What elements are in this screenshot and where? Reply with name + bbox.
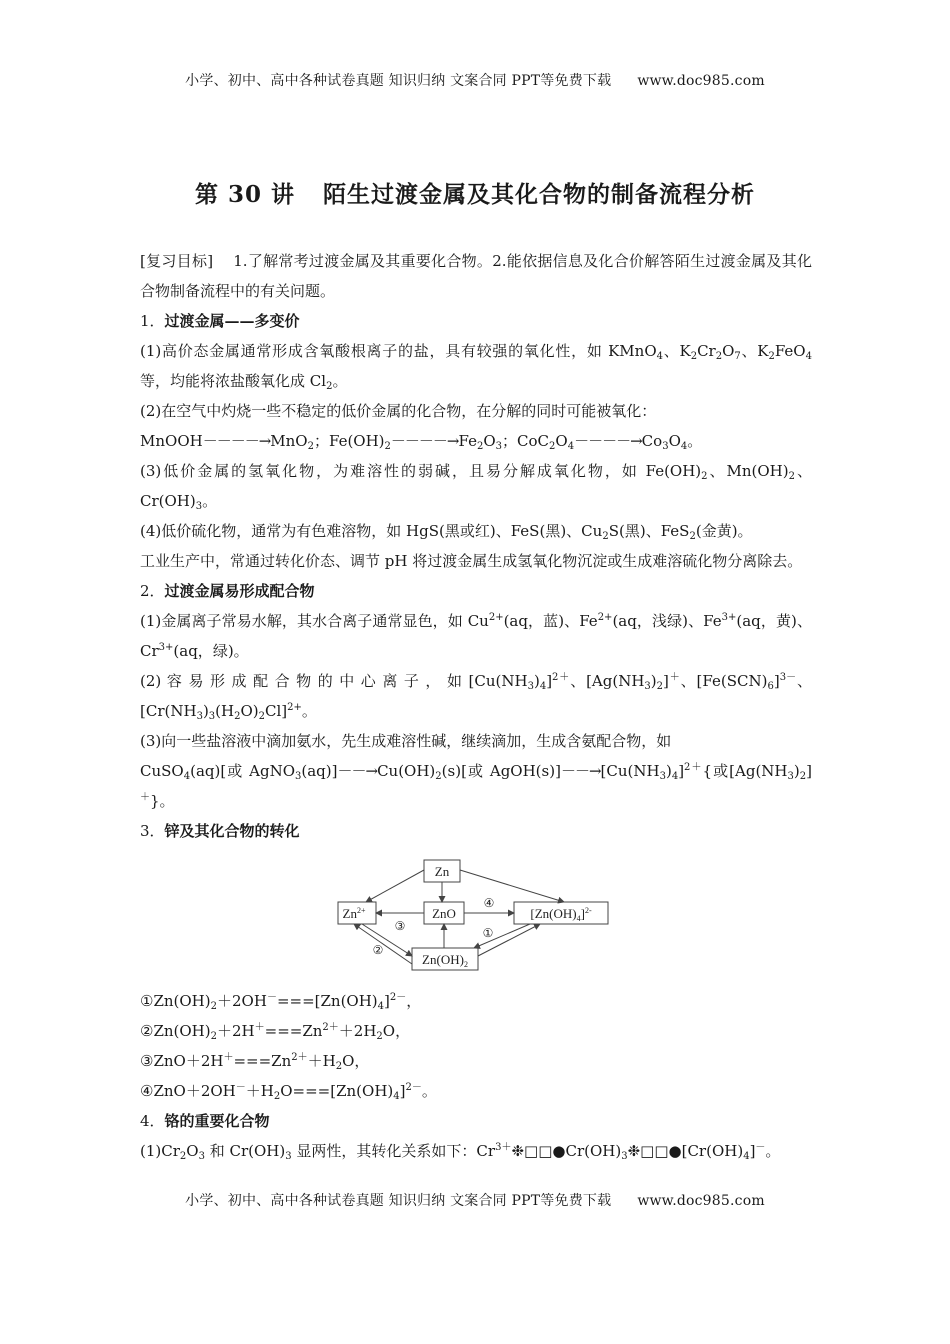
page-footer [0, 1190, 950, 1210]
arrow-zn-to-zincate [460, 870, 564, 902]
section-2-paragraph-1: (1)金属离子常易水解，其水合离子通常显色，如 $Cu^{2+}(aq$，蓝)、$Fe^{2+}(aq$，浅绿)、$Fe^{3+}(aq$，黄)、$Cr^{3+}(aq$，绿)。 [140, 612, 812, 660]
circle-2: ② [372, 943, 384, 957]
section-4-paragraph-1: $(1)Cr_2O_3$ 和 $Cr(OH)_3$ 显两性，其转化关系如下：$Cr^{3+}❉□□●Cr(OH)_3❉□□●[Cr(OH)_4]^-$。 [140, 1142, 781, 1162]
footer-text: 小学、初中、高中各种试卷真题 知识归纳 文案合同 PPT等免费下载 [185, 1193, 612, 1209]
label-znoh2: $Zn(OH)_2$ [422, 952, 468, 969]
label-zno: ZnO [432, 906, 456, 921]
footer-url[interactable]: www.doc985.com [637, 1193, 765, 1209]
zinc-equation-1: $①Zn(OH)_2+2OH^-===[Zn(OH)_4]^{2-}$， [140, 992, 422, 1012]
lecture-number: 第 30 讲 [194, 181, 296, 208]
page-header [0, 70, 950, 90]
page-title [0, 176, 950, 209]
section-1-paragraph-4: (4)低价硫化物，通常为有色难溶物，如 HgS(黑或红)、FeS(黑)、$Cu_2S$(黑)、FeS$_2$(金黄)。 [140, 522, 753, 542]
zinc-equation-2: $②Zn(OH)_2+2H^+===Zn^{2+}+2H_2O$， [140, 1022, 411, 1042]
section-1-paragraph-2: (2)在空气中灼烧一些不稳定的低价金属的化合物，在分解的同时可能被氧化： [140, 402, 657, 420]
label-zn: Zn [434, 864, 450, 879]
circle-1: ① [482, 926, 494, 940]
arrow-zn-to-zn2 [366, 870, 424, 902]
lecture-topic: 陌生过渡金属及其化合物的制备流程分析 [323, 181, 756, 208]
section-4-heading: 4．铬的重要化合物 [140, 1112, 270, 1130]
section-1-equations: MnOOH－－－－→MnO$_2$；$Fe(OH)_2----\to Fe_2O_3$；$CoC_2O_4----\to Co_3O_4$。 [140, 432, 703, 452]
section-2-paragraph-3: (3)向一些盐溶液中滴加氨水，先生成难溶性碱，继续滴加，生成含氨配合物，如 [140, 732, 672, 750]
section-1-paragraph-1: (1)高价态金属通常形成含氧酸根离子的盐，具有较强的氧化性，如 KMnO$_4$、$K_2Cr_2O_7$、$K_2FeO_4$ 等，均能将浓盐酸氧化成 $Cl_2$。 [140, 342, 812, 392]
section-1-paragraph-3: (3)低价金属的氢氧化物，为难溶性的弱碱，且易分解成氧化物，如 $Fe(OH)_2$、$Mn(OH)_2$、$Cr(OH)_3$。 [140, 462, 812, 512]
zinc-conversion-diagram [140, 856, 812, 978]
review-goals: [复习目标] 1.了解常考过渡金属及其重要化合物。2.能依据信息及化合价解答陌生过渡金属及其化合物制备流程中的有关问题。 [140, 252, 812, 300]
header-url[interactable]: www.doc985.com [637, 73, 765, 89]
section-1-heading: 1．过渡金属——多变价 [140, 312, 300, 330]
section-2-paragraph-2: (2) 容 易 形 成 配 合 物 的 中 心 离 子 ， 如 $[Cu(NH_3)_4]^{2+}$、$[Ag(NH_3)_2]^+$、$[Fe(SCN)_6]^{3-}$、$[Cr(NH_3)_3(H_2O)_2Cl]^{2+}$。 [140, 672, 812, 722]
document-body [140, 246, 812, 1166]
header-text: 小学、初中、高中各种试卷真题 知识归纳 文案合同 PPT等免费下载 [185, 73, 612, 89]
label-zincate: $[Zn(OH)_4]^{2-}$ [530, 906, 592, 923]
section-3-heading: 3．锌及其化合物的转化 [140, 822, 300, 840]
circle-3: ③ [394, 919, 406, 933]
section-1-paragraph-5: 工业生产中，常通过转化价态、调节 pH 将过渡金属生成氢氧化物沉淀或生成难溶硫化物分离除去。 [140, 552, 803, 570]
zinc-equation-4: $④ZnO+2OH^-+H_2O===[Zn(OH)_4]^{2-}$。 [140, 1082, 437, 1102]
label-zn2plus: $Zn^{2+}$ [342, 906, 366, 921]
section-2-heading: 2．过渡金属易形成配合物 [140, 582, 315, 600]
section-2-equation: CuSO$_4$(aq)[或 $AgNO_3(aq)]--\to Cu(OH)_2(s)$[或 $AgOH(s)]--\to[Cu(NH_3)_4]^{2+}${或$[Ag(NH_3)_2]^+$}。 [140, 762, 812, 810]
zinc-equation-3: $③ZnO+2H^+===Zn^{2+}+H_2O$， [140, 1052, 370, 1072]
circle-4: ④ [483, 896, 495, 910]
